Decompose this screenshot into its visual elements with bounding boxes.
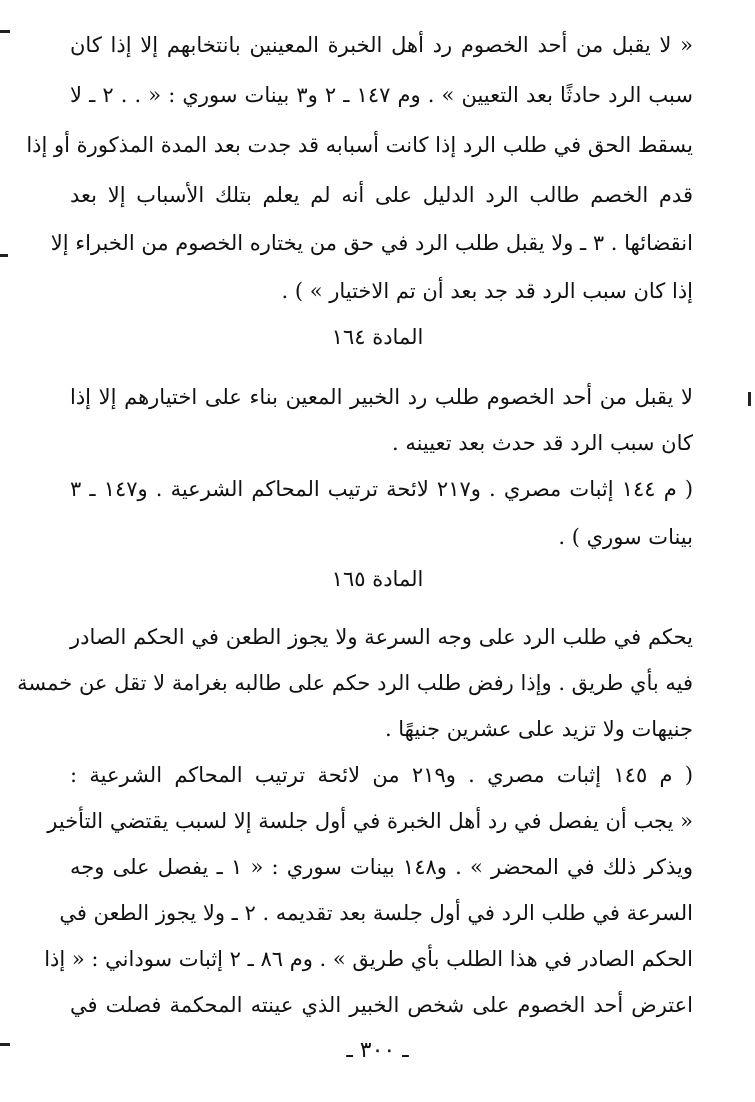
text-line: الحكم الصادر في هذا الطلب بأي طريق » . وم ٨٦ ـ ٢ إثبات سوداني : « إذا (44, 947, 693, 971)
text-line: لا يقبل من أحد الخصوم طلب رد الخبير المعين بناء على اختيارهم إلا إذا (70, 385, 693, 409)
text-line: ( م ١٤٥ إثبات مصري . و٢١٩ من لائحة ترتيب المحاكم الشرعية : (70, 763, 694, 787)
text-line: بينات سوري ) . (558, 525, 693, 549)
text-line: « لا يقبل من أحد الخصوم رد أهل الخبرة المعينين بانتخابهم إلا إذا كان (70, 33, 693, 57)
text-line: سبب الرد حادثًا بعد التعيين » . وم ١٤٧ ـ ٢ و٣ بينات سوري : « . . ٢ ـ لا (70, 83, 693, 107)
text-line: إذا كان سبب الرد قد جد بعد أن تم الاختيار » ) . (281, 279, 693, 303)
text-line: « يجب أن يفصل في رد أهل الخبرة في أول جلسة إلا لسبب يقتضي التأخير (47, 809, 693, 833)
text-line: قدم الخصم طالب الرد الدليل على أنه لم يعلم بتلك الأسباب إلا بعد (70, 183, 693, 207)
text-line: انقضائها . ٣ ـ ولا يقبل طلب الرد في حق من يختاره الخصوم من الخبراء إلا (50, 231, 693, 255)
article-heading: المادة ١٦٥ (331, 567, 424, 591)
article-heading: المادة ١٦٤ (331, 325, 424, 349)
text-line: فيه بأي طريق . وإذا رفض طلب الرد حكم على طالبه بغرامة لا تقل عن خمسة (17, 671, 693, 695)
text-line: ويذكر ذلك في المحضر » . و١٤٨ بينات سوري : « ١ ـ يفصل على وجه (70, 855, 693, 879)
page-number: ـ ٣٠٠ ـ (346, 1038, 409, 1063)
text-line: يحكم في طلب الرد على وجه السرعة ولا يجوز الطعن في الحكم الصادر (70, 625, 693, 649)
text-line: ( م ١٤٤ إثبات مصري . و٢١٧ لائحة ترتيب المحاكم الشرعية . و١٤٧ ـ ٣ (70, 477, 694, 501)
text-line: السرعة في طلب الرد في أول جلسة بعد تقديمه . ٢ ـ ولا يجوز الطعن في (59, 901, 693, 925)
text-line: كان سبب الرد قد حدث بعد تعيينه . (391, 431, 693, 455)
scan-mark-right (748, 392, 751, 406)
text-line: يسقط الحق في طلب الرد إذا كانت أسبابه قد جدت بعد المدة المذكورة أو إذا (26, 133, 693, 157)
text-line: اعترض أحد الخصوم على شخص الخبير الذي عينته المحكمة فصلت في (70, 993, 693, 1017)
scan-mark-mid (0, 254, 8, 257)
scan-mark-top (0, 30, 10, 33)
text-line: جنيهات ولا تزيد على عشرين جنيهًا . (384, 717, 693, 741)
